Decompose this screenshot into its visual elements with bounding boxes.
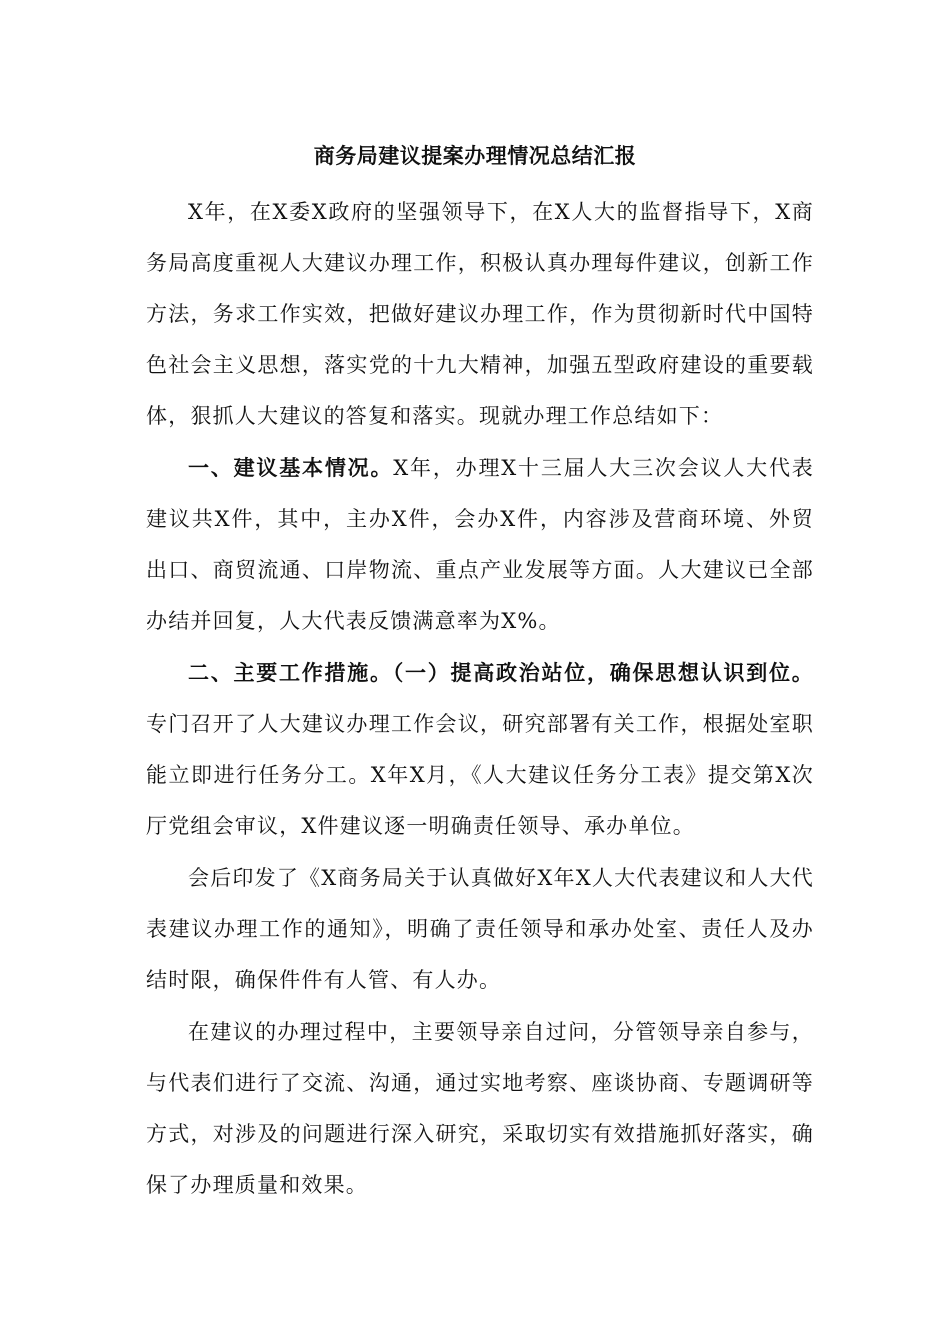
section-heading: 一、建议基本情况。 <box>188 455 394 480</box>
paragraph-section-1 <box>146 442 814 647</box>
paragraph-text: X年，在X委X政府的坚强领导下，在X人大的监督指导下，X商务局高度重视人大建议办理工作，积极认真办理每件建议，创新工作方法，务求工作实效，把做好建议办理工作，作为贯彻新时代中国特色社会主义思想，落实党的十九大精神，加强五型政府建设的重要载体，狠抓人大建议的答复和落实。现就办理工作总结如下： <box>146 200 814 428</box>
document-title: 商务局建议提案办理情况总结汇报 <box>313 143 637 168</box>
paragraph-text: 在建议的办理过程中，主要领导亲自过问，分管领导亲自参与，与代表们进行了交流、沟通，通过实地考察、座谈协商、专题调研等方式，对涉及的问题进行深入研究，采取切实有效措施抓好落实，确保了办理质量和效果。 <box>146 1020 814 1197</box>
document-body <box>146 186 814 1211</box>
paragraph-process <box>146 1006 814 1211</box>
paragraph-section-2 <box>146 647 814 852</box>
paragraph-text: 会后印发了《X商务局关于认真做好X年X人大代表建议和人大代表建议办理工作的通知》，明确了责任领导和承办处室、责任人及办结时限，确保件件有人管、有人办。 <box>146 866 814 992</box>
paragraph-text: X年，办理X十三届人大三次会议人大代表建议共X件，其中，主办X件，会办X件，内容涉及营商环境、外贸出口、商贸流通、口岸物流、重点产业发展等方面。人大建议已全部办结并回复，人大代表反馈满意率为X%。 <box>146 456 814 633</box>
paragraph-intro <box>146 186 814 442</box>
paragraph-text: 专门召开了人大建议办理工作会议，研究部署有关工作，根据处室职能立即进行任务分工。X年X月，《人大建议任务分工表》提交第X次厅党组会审议，X件建议逐一明确责任领导、承办单位。 <box>146 712 814 838</box>
paragraph-notice <box>146 852 814 1006</box>
section-heading: 二、主要工作措施。（一）提高政治站位，确保思想认识到位。 <box>188 660 814 685</box>
